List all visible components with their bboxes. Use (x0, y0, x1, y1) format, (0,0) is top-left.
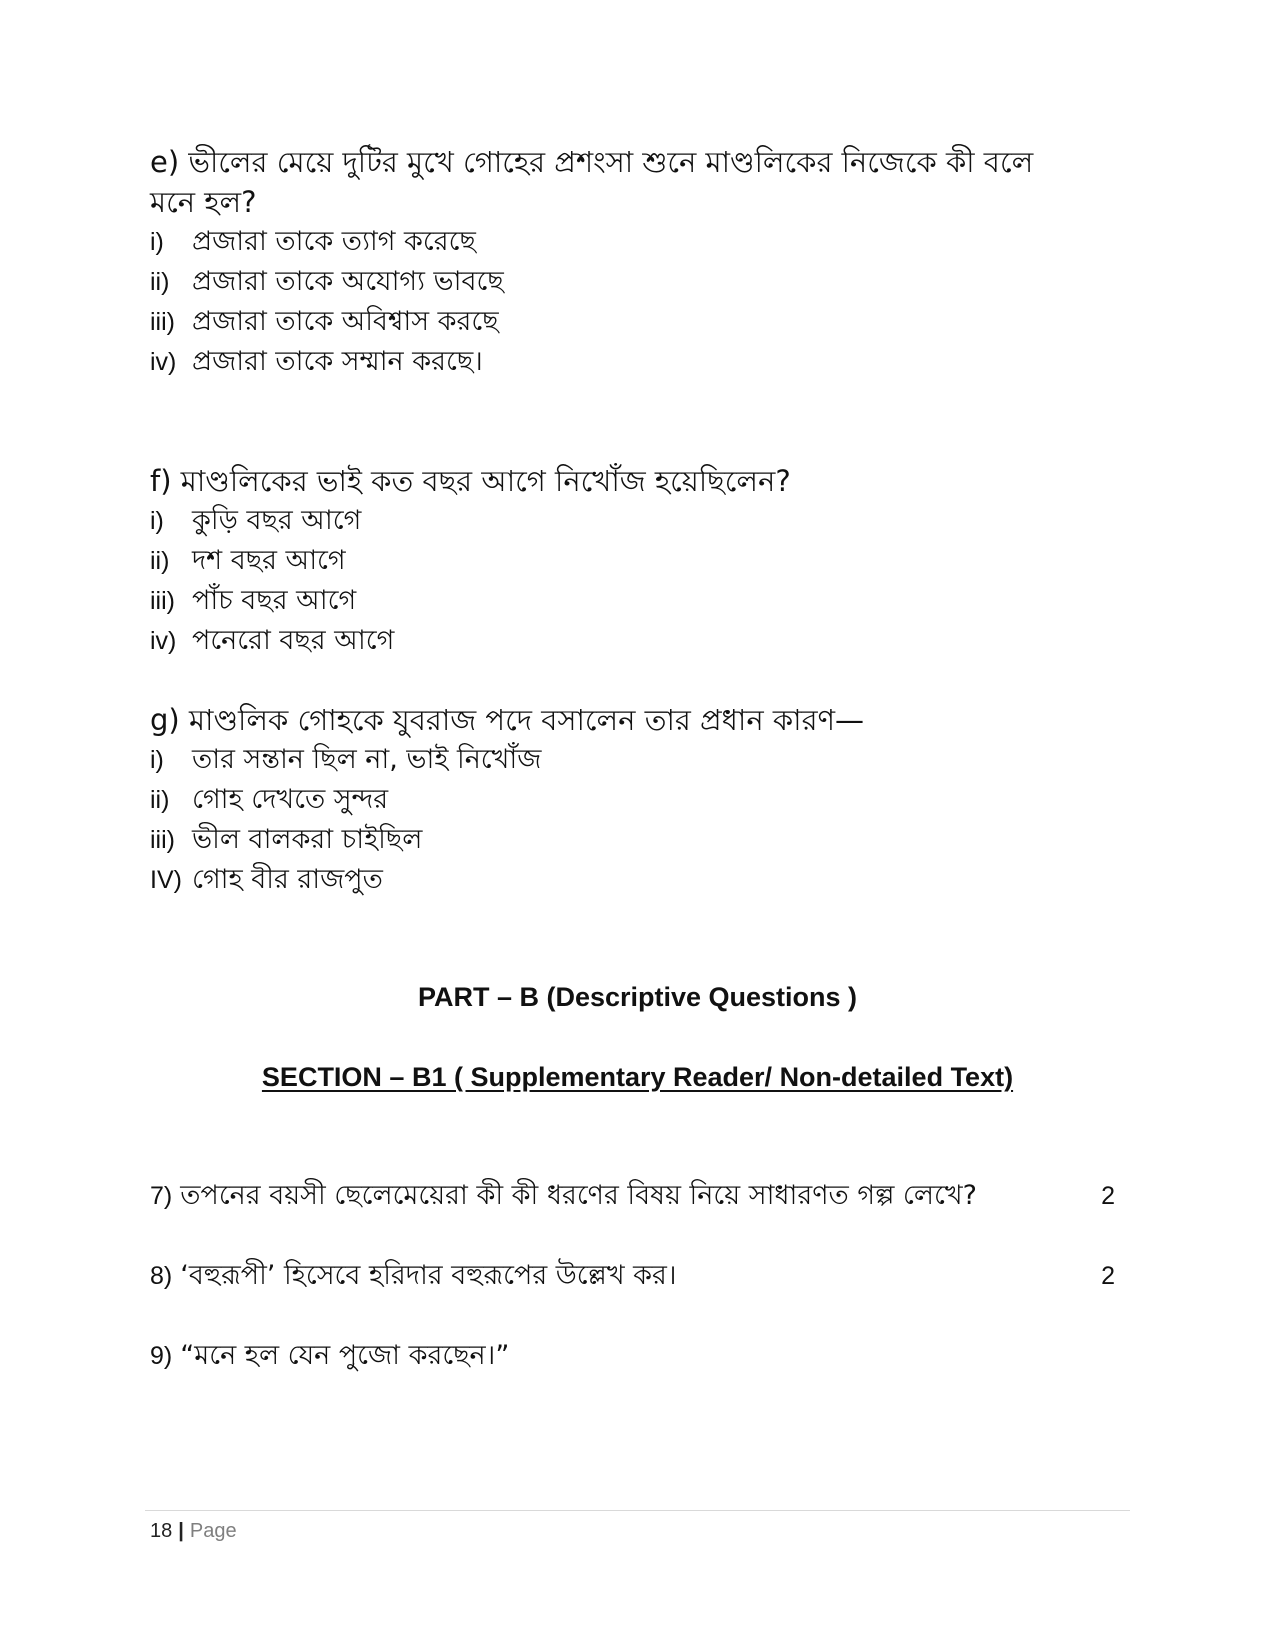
question-text: “মনে হল যেন পুজো করছেন।” (180, 1340, 510, 1371)
question-g-text: g) মাণ্ডলিক গোহকে যুবরাজ পদে বসালেন তার প্রধান কারণ— (150, 703, 865, 737)
descriptive-question-9 (150, 1336, 1115, 1376)
option-text: গোহ বীর রাজপুত (192, 864, 383, 895)
question-e-line1: e) ভীলের মেয়ে দুটির মুখে গোহের প্রশংসা শুনে মাণ্ডলিকের নিজেকে কী বলে (150, 145, 1034, 179)
question-f-option-1 (150, 501, 361, 541)
option-number: i) (150, 507, 164, 535)
option-number: IV) (150, 866, 182, 894)
question-f-text: f) মাণ্ডলিকের ভাই কত বছর আগে নিখোঁজ হয়েছিলেন? (150, 464, 791, 498)
question-e-text (150, 142, 1033, 222)
question-marks: 2 (1101, 1262, 1115, 1290)
question-f-option-3 (150, 581, 356, 621)
option-text: প্রজারা তাকে ত্যাগ করেছে (192, 226, 476, 257)
option-number: iv) (150, 627, 177, 655)
option-text: গোহ দেখতে সুন্দর (192, 784, 389, 815)
question-g-option-2 (150, 780, 388, 820)
question-number: 8) (150, 1262, 173, 1290)
option-number: iii) (150, 587, 175, 615)
question-e-option-2 (150, 262, 504, 302)
question-e-option-1 (150, 222, 476, 262)
footer-divider (145, 1510, 1130, 1511)
option-number: iii) (150, 308, 175, 336)
question-number: 7) (150, 1182, 173, 1210)
question-g-option-1 (150, 740, 541, 780)
option-text: পনেরো বছর আগে (192, 625, 395, 656)
question-g-option-4 (150, 860, 383, 900)
footer-separator: | (178, 1520, 184, 1542)
question-f-option-4 (150, 621, 394, 661)
option-text: তার সন্তান ছিল না, ভাই নিখোঁজ (192, 744, 542, 775)
part-b-heading: PART – B (Descriptive Questions ) (417, 982, 858, 1012)
option-text: দশ বছর আগে (192, 545, 346, 576)
page-label: Page (189, 1520, 237, 1542)
option-number: ii) (150, 268, 170, 296)
question-marks: 2 (1101, 1182, 1115, 1210)
option-text: ভীল বালকরা চাইছিল (192, 824, 423, 855)
option-number: ii) (150, 786, 170, 814)
question-number: 9) (150, 1342, 173, 1370)
page-footer (150, 1520, 237, 1543)
option-text: প্রজারা তাকে সম্মান করছে। (192, 346, 483, 377)
option-text: কুড়ি বছর আগে (192, 505, 362, 536)
section-b1-heading-text: SECTION – B1 ( Supplementary Reader/ Non-detailed Text) (261, 1062, 1014, 1092)
question-g-option-3 (150, 820, 422, 860)
question-e-option-3 (150, 302, 499, 342)
option-number: i) (150, 746, 164, 774)
option-number: ii) (150, 547, 170, 575)
descriptive-question-7 (150, 1176, 1115, 1216)
option-text: পাঁচ বছর আগে (192, 585, 357, 616)
option-text: প্রজারা তাকে অযোগ্য ভাবছে (192, 266, 504, 297)
option-number: i) (150, 228, 164, 256)
descriptive-question-8 (150, 1256, 1115, 1296)
option-number: iii) (150, 826, 175, 854)
question-e-option-4 (150, 342, 483, 382)
option-text: প্রজারা তাকে অবিশ্বাস করছে (192, 306, 499, 337)
option-number: iv) (150, 348, 177, 376)
question-text: ‘বহুরূপী’ হিসেবে হরিদার বহুরূপের উল্লেখ কর। (180, 1260, 677, 1291)
section-b1-heading (0, 1062, 1275, 1093)
question-e-line2: মনে হল? (150, 185, 257, 219)
question-text: তপনের বয়সী ছেলেমেয়েরা কী কী ধরণের বিষয় নিয়ে সাধারণত গল্প লেখে? (180, 1180, 977, 1211)
page-number: 18 (150, 1520, 173, 1542)
question-f-option-2 (150, 541, 346, 581)
